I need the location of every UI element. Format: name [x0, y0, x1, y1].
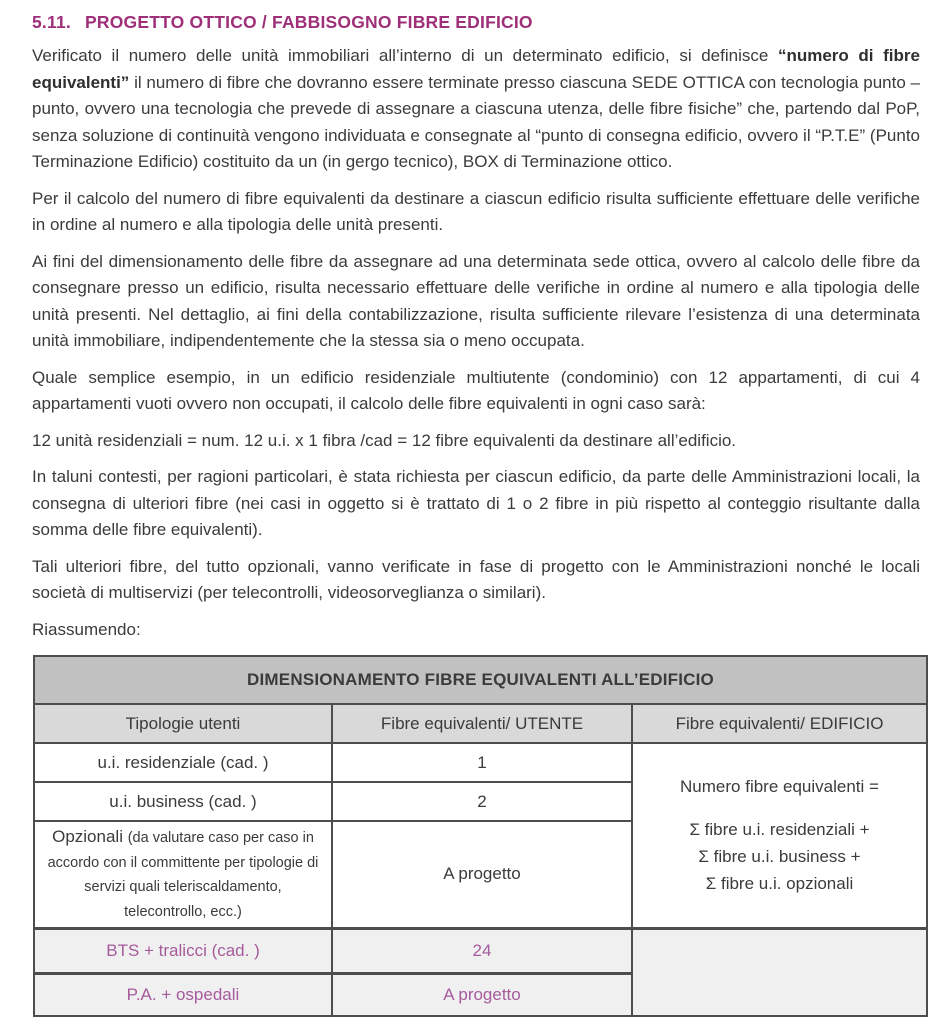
cell-utente-residenziale: 1 [332, 743, 632, 782]
formula-line-1: Numero fibre equivalenti = [680, 777, 879, 797]
paragraph-ulteriori-fibre: Tali ulteriori fibre, del tutto opzionali, vanno verificate in fase di progetto con le Amministrazioni nonché le locali società di multiservizi (per telecontrolli, videosorveglianza o similari). [32, 556, 920, 602]
col-header-fibre-utente: Fibre equivalenti/ UTENTE [332, 704, 632, 743]
section-title: PROGETTO OTTICO / FABBISOGNO FIBRE EDIFICIO [85, 12, 533, 32]
table-title: DIMENSIONAMENTO FIBRE EQUIVALENTI ALL’EDIFICIO [34, 656, 927, 704]
cell-tipologia-opzionali [34, 821, 332, 928]
section-heading [32, 12, 920, 33]
opzionali-label: Opzionali [52, 827, 123, 846]
cell-edificio-formula [632, 743, 927, 928]
formula-line-4: Σ fibre u.i. opzionali [705, 874, 854, 894]
cell-utente-pa: A progetto [332, 973, 632, 1016]
paragraph-contesti: In taluni contesti, per ragioni particolari, è stata richiesta per ciascun edificio, da parte delle Amministrazioni locali, la consegna di ulteriori fibre (nei casi in oggetto si è trattato di 1 o 2 fibre in più rispetto al conteggio risultante dalla somma delle fibre equivalenti). [32, 467, 920, 539]
cell-tipologia-residenziale: u.i. residenziale (cad. ) [34, 743, 332, 782]
intro-text-pre: Verificato il numero delle unità immobiliari all’interno di un determinato edificio, si definisce [32, 46, 778, 65]
col-header-tipologie-utenti: Tipologie utenti [34, 704, 332, 743]
col-header-fibre-edificio: Fibre equivalenti/ EDIFICIO [632, 704, 927, 743]
paragraph-riassumendo: Riassumendo: [32, 619, 141, 639]
table-header-row [34, 704, 927, 743]
cell-tipologia-bts: BTS + tralicci (cad. ) [34, 928, 332, 973]
paragraph-formula-esempio: 12 unità residenziali = num. 12 u.i. x 1 fibra /cad = 12 fibre equivalenti da destinare all’edificio. [32, 430, 737, 450]
opzionali-note: (da valutare caso per caso in accordo con il committente per tipologie di servizi quali teleriscaldamento, telecontrollo, ecc.) [47, 830, 319, 920]
cell-utente-bts: 24 [332, 928, 632, 973]
formula-line-2: Σ fibre u.i. residenziali + [689, 820, 870, 840]
section-number: 5.11. [32, 12, 71, 32]
paragraph-calcolo: Per il calcolo del numero di fibre equivalenti da destinare a ciascun edificio risulta sufficiente effettuare delle verifiche in ordine al numero e alla tipologia delle unità presenti. [32, 188, 920, 234]
paragraph-esempio: Quale semplice esempio, in un edificio residenziale multiutente (condominio) con 12 appartamenti, di cui 4 appartamenti vuoti ovvero non occupati, il calcolo delle fibre equivalenti in ogni caso sarà: [32, 367, 920, 413]
cell-tipologia-pa: P.A. + ospedali [34, 973, 332, 1016]
fibre-equivalenti-table [33, 655, 928, 1017]
paragraph-intro [32, 43, 920, 176]
paragraph-dimensionamento: Ai fini del dimensionamento delle fibre da assegnare ad una determinata sede ottica, ovvero al calcolo delle fibre da consegnare presso un edificio, risulta necessario effettuare delle verifiche in ordine al numero e alla tipologia delle unità presenti. Nel dettaglio, ai fini della contabilizzazione, risulta sufficiente rilevare l’esistenza di una determinata unità immobiliare, indipendentemente che la stessa sia o meno occupata. [32, 251, 920, 350]
table-row-bts [34, 928, 927, 973]
formula-line-3: Σ fibre u.i. business + [698, 847, 861, 867]
cell-edificio-empty [632, 928, 927, 1016]
intro-text-bold: “numero di fibre equivalenti” [32, 46, 920, 92]
cell-utente-opzionali: A progetto [332, 821, 632, 928]
table-row-residenziale [34, 743, 927, 782]
table-title-row [34, 656, 927, 704]
cell-utente-business: 2 [332, 782, 632, 821]
cell-tipologia-business: u.i. business (cad. ) [34, 782, 332, 821]
intro-text-post: il numero di fibre che dovranno essere terminate presso ciascuna SEDE OTTICA con tecnologia punto – punto, ovvero una tecnologia che prevede di assegnare a ciascuna utenza, delle fibre fisiche” che, partendo dal PoP, senza soluzione di continuità vengono individuata e consegnate al “punto di consegna edificio, ovvero il “P.T.E” (Punto Terminazione Edificio) costituito da un (in gergo tecnico), BOX di Terminazione ottico. [32, 72, 920, 171]
